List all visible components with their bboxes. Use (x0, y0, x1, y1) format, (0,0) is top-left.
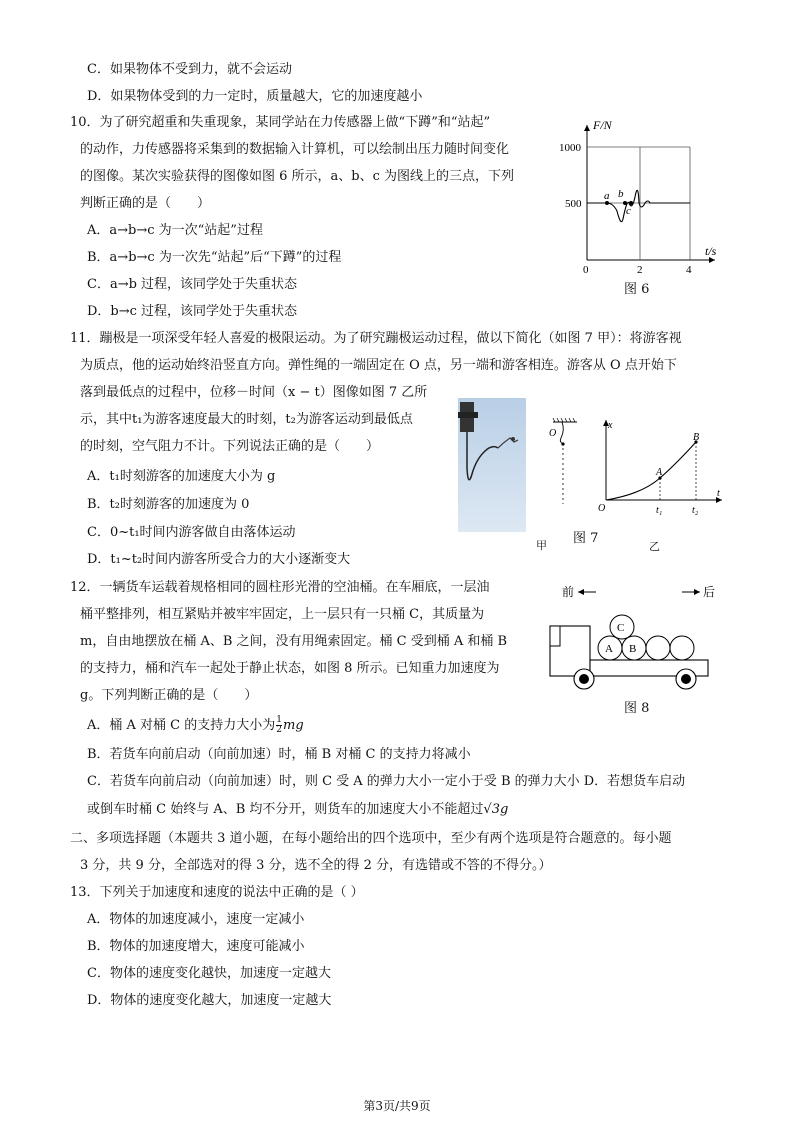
x-axis-label: x (608, 420, 613, 431)
q12-stem-line-3: m，自由地摆放在桶 A、B 之间，没有用绳索固定。桶 C 受到桶 A 和桶 B (80, 634, 508, 649)
page-number: 第3页/共9页 (363, 1099, 431, 1113)
figure-7-caption: 图 7 (573, 531, 599, 546)
t1-tick: t₁ (656, 505, 663, 516)
point-a-label: A (656, 467, 663, 478)
q12-stem-line-2: 桶平整排列，相互紧贴并被牢牢固定，上一层只有一只桶 C，其质量为 (80, 607, 485, 622)
q11-option-c: C．0~t₁时间内游客做自由落体运动 (87, 525, 296, 540)
origin-label: O (598, 503, 606, 514)
point-b-label: b (618, 188, 624, 200)
q13-option-b: B．物体的加速度增大，速度可能减小 (87, 939, 305, 954)
q12-option-d-text: 或倒车时桶 C 始终与 A、B 均不分开，则货车的加速度大小不能超过 (87, 802, 484, 817)
barrel-a-label: A (605, 643, 613, 655)
figure-6-caption: 图 6 (624, 282, 650, 297)
q12-option-c: C．若货车向前启动（向前加速）时，则 C 受 A 的弹力大小一定小于受 B 的弹力大小 D．若想货车启动 (87, 774, 686, 789)
x-axis-label: t/s (705, 244, 717, 258)
fraction-denominator: 2 (276, 725, 282, 735)
x-tick-4: 4 (686, 264, 692, 275)
section-2-line-1: 二、多项选择题（本题共 3 道小题，在每小题给出的四个选项中，至少有两个选项是符合题意的。每小题 (70, 831, 672, 846)
q12-option-a-text: A．桶 A 对桶 C 的支持力大小为 (87, 718, 276, 733)
y-tick-1000: 1000 (559, 142, 581, 154)
x-tick-0: 0 (583, 264, 589, 275)
q12-option-d-limit: √3g (483, 802, 509, 817)
q10-option-c: C．a→b 过程，该同学处于失重状态 (87, 277, 298, 292)
q11-stem-line-4: 示，其中t₁为游客速度最大的时刻，t₂为游客运动到最低点 (80, 412, 413, 427)
t-axis-label: t (717, 488, 720, 499)
q12-stem-line-1: 12．一辆货车运载着规格相同的圆柱形光滑的空油桶。在车厢底，一层油 (70, 580, 490, 595)
figure-7-rope-diagram (547, 418, 583, 512)
q9-option-d: D．如果物体受到的力一定时，质量越大，它的加速度越小 (87, 89, 423, 104)
barrel-e (670, 636, 694, 660)
q13-option-c: C．物体的速度变化越快，加速度一定越大 (87, 966, 331, 981)
point-b-label: B (693, 432, 700, 443)
q10-stem-line-1: 10．为了研究超重和失重现象，某同学站在力传感器上做“下蹲”和“站起” (70, 115, 491, 130)
figure-8-truck (540, 578, 730, 700)
figure-7-photo (458, 398, 528, 536)
q11-stem-line-3: 落到最低点的过程中，位移－时间（x − t）图像如图 7 乙所 (80, 385, 428, 400)
q13-stem: 13．下列关于加速度和速度的说法中正确的是（ ） (70, 885, 364, 900)
barrel-d (646, 636, 670, 660)
q13-option-d: D．物体的速度变化越大，加速度一定越大 (87, 993, 332, 1008)
q10-option-a: A．a→b→c 为一次“站起”过程 (87, 223, 263, 238)
q11-option-a: A．t₁时刻游客的加速度大小为 g (87, 469, 276, 484)
q12-option-b: B．若货车向前启动（向前加速）时，桶 B 对桶 C 的支持力将减小 (87, 747, 471, 762)
fraction-numerator: 1 (276, 715, 282, 725)
back-label: 后 (703, 585, 716, 599)
q12-stem-line-5: g。下列判断正确的是（ ） (80, 688, 258, 703)
rope-o-label: O (549, 428, 557, 439)
y-axis-label: F/N (593, 118, 612, 132)
figure-7-sub-b: 乙 (649, 540, 660, 553)
point-a-label: a (604, 190, 610, 202)
q10-stem-line-4: 判断正确的是（ ） (80, 196, 211, 211)
barrel-c-label: C (617, 622, 625, 634)
barrel-b-label: B (629, 643, 637, 655)
q12-option-a-mg: mg (283, 718, 304, 733)
q11-stem-line-1: 11．蹦极是一项深受年轻人喜爱的极限运动。为了研究蹦极运动过程，做以下简化（如图 7 甲）：将游客视 (70, 331, 682, 346)
q11-option-b: B．t₂时刻游客的加速度为 0 (87, 497, 250, 512)
front-label: 前 (562, 585, 575, 599)
q10-stem-line-2: 的动作，力传感器将采集到的数据输入计算机，可以绘制出压力随时间变化 (80, 142, 510, 157)
figure-7-xt-graph (592, 414, 732, 524)
q10-option-d: D．b→c 过程，该同学处于失重状态 (87, 304, 298, 319)
t2-tick: t₂ (692, 505, 699, 516)
figure-7-sub-a: 甲 (536, 539, 547, 552)
fraction-half (276, 716, 282, 735)
q10-stem-line-3: 的图像。某次实验获得的图像如图 6 所示，a、b、c 为图线上的三点，下列 (80, 169, 515, 184)
q12-option-a (87, 716, 304, 736)
q12-stem-line-4: 的支持力，桶和汽车一起处于静止状态，如图 8 所示。已知重力加速度为 (80, 661, 500, 676)
q11-option-d: D．t₁~t₂时间内游客所受合力的大小逐渐变大 (87, 552, 351, 567)
figure-6 (555, 115, 725, 279)
figure-8-caption: 图 8 (624, 701, 650, 716)
q9-option-c: C．如果物体不受到力，就不会运动 (87, 62, 292, 77)
q11-stem-line-2: 为质点，他的运动始终沿竖直方向。弹性绳的一端固定在 O 点，另一端和游客相连。游客从 O 点开始下 (80, 358, 677, 373)
section-2-line-2: 3 分，共 9 分，全部选对的得 3 分，选不全的得 2 分，有选错或不答的不得分。） (80, 858, 552, 873)
q10-option-b: B．a→b→c 为一次先“站起”后“下蹲”的过程 (87, 250, 342, 265)
x-tick-2: 2 (637, 264, 643, 275)
q13-option-a: A．物体的加速度减小，速度一定减小 (87, 912, 305, 927)
q11-stem-line-5: 的时刻，空气阻力不计。下列说法正确的是（ ） (80, 439, 380, 454)
point-c-label: c (626, 205, 631, 217)
q12-option-d (87, 800, 508, 820)
y-tick-500: 500 (565, 198, 582, 210)
